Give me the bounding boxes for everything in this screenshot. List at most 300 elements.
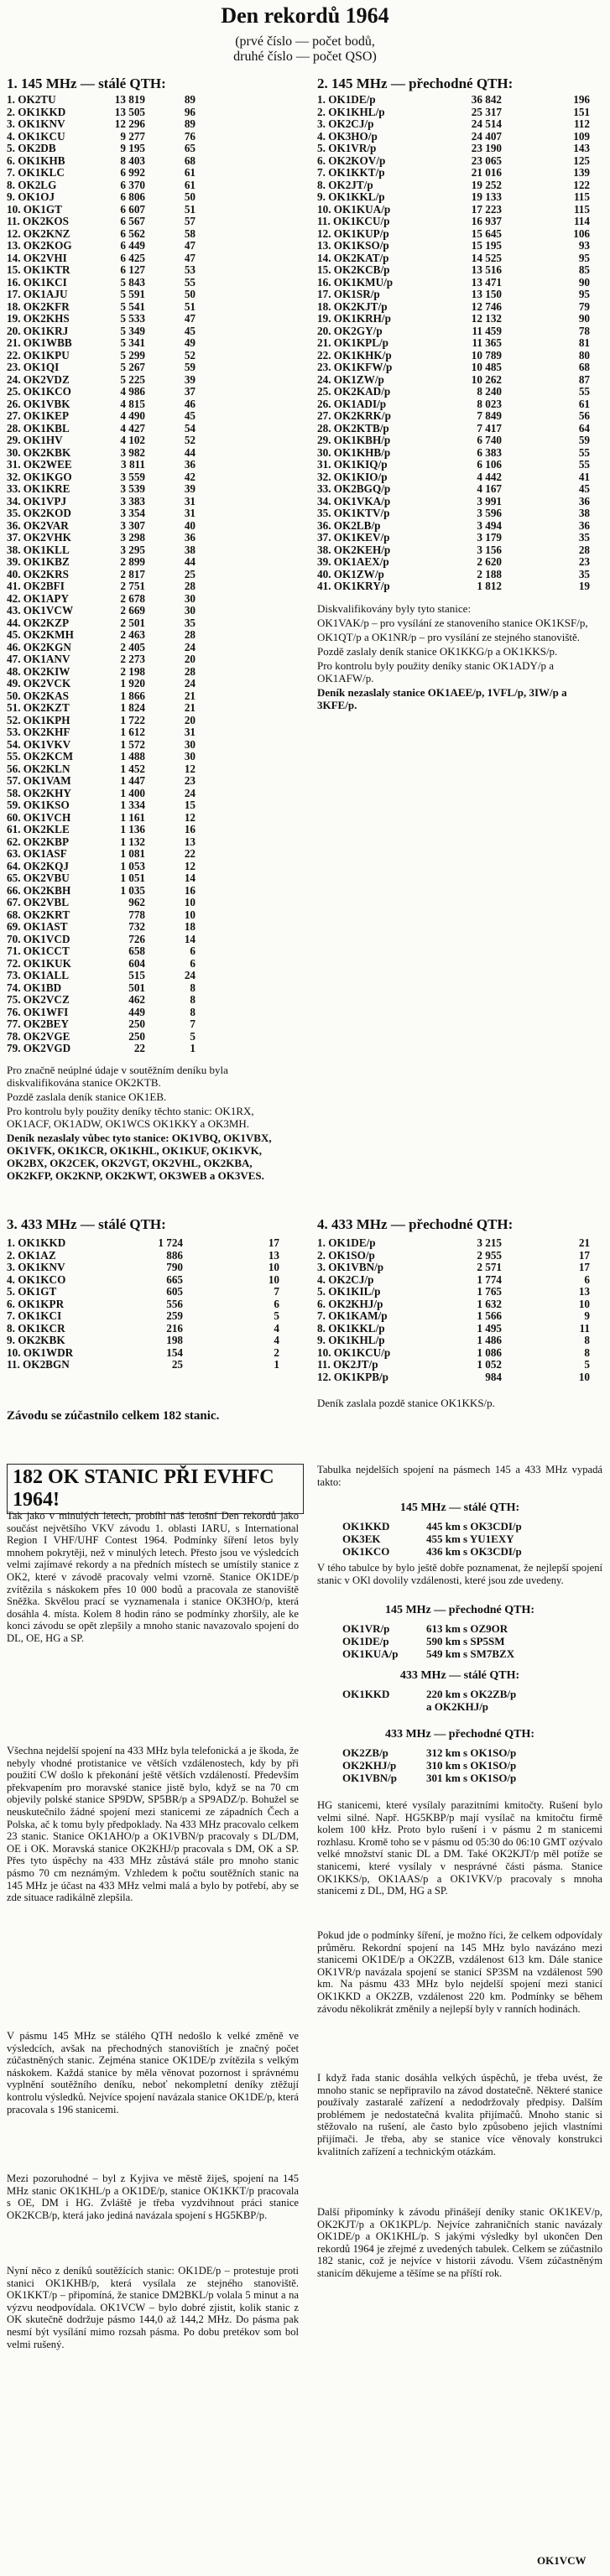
station-call: 44. OK2KZP (7, 616, 69, 629)
points: 22 (133, 1042, 145, 1054)
note-line: Pro kontrolu byly použity deníky těchto stanic: OK1RX, OK1ACF, OK1ADW, OK1WCS OK1KKY a OK3MH. (7, 1105, 254, 1130)
station-call: 36. OK2VAR (7, 518, 69, 532)
station-call: 2. OK1KHL/p (317, 105, 385, 118)
points: 2 571 (477, 1261, 502, 1273)
station-call: 34. OK1VPJ (7, 494, 67, 507)
station-call: 77. OK2BEY (7, 1017, 70, 1030)
points: 11 459 (472, 324, 502, 337)
table-row (7, 421, 196, 435)
qso-count: 18 (184, 920, 196, 933)
distances-table-4 (317, 1746, 602, 1784)
station-call: 4. OK1KCU (7, 129, 65, 143)
points: 7 417 (477, 421, 502, 435)
station-call: 54. OK1VKV (7, 737, 71, 751)
station-call: 58. OK2KHY (7, 786, 71, 799)
points: 6 370 (120, 178, 145, 191)
qso-count: 20 (184, 713, 196, 726)
points: 1 051 (120, 872, 145, 884)
points: 198 (166, 1334, 183, 1346)
station-call: 59. OK1KSO (7, 799, 70, 811)
table-row (317, 240, 602, 252)
station-call: 16. OK1KMU/p (317, 275, 394, 289)
points: 984 (485, 1370, 502, 1383)
table-row (7, 518, 196, 533)
distance-station: OK2ZB/p (342, 1746, 388, 1759)
points: 4 815 (120, 397, 145, 410)
points: 3 179 (477, 531, 502, 544)
station-call: 45. OK2KMH (7, 628, 74, 641)
points: 12 132 (471, 312, 502, 325)
qso-count: 58 (184, 226, 196, 240)
table-row (7, 275, 196, 289)
table-row (317, 264, 602, 277)
station-call: 43. OK1VCW (7, 604, 74, 617)
note-line: Pro značně neúplné údaje v soutěžním deníku byla diskvalifikována stanice OK2KTB. (7, 1064, 228, 1089)
qso-count: 196 (573, 93, 590, 106)
qso-count: 5 (190, 1029, 196, 1043)
station-call: 53. OK2KHF (7, 726, 70, 738)
table-row (7, 664, 196, 679)
station-call: 8. OK2JT/p (317, 178, 373, 191)
qso-count: 28 (184, 664, 196, 678)
table-row (317, 191, 602, 204)
points: 2 463 (120, 628, 145, 641)
qso-count: 115 (573, 190, 590, 203)
station-call: 18. OK2KFR (7, 299, 70, 313)
qso-count: 12 (184, 810, 196, 824)
station-call: 20. OK2GY/p (317, 324, 383, 337)
station-call: 15. OK2KCB/p (317, 263, 390, 276)
distance-value: 590 km s SP5SM (426, 1635, 505, 1647)
station-call: 5. OK2DB (7, 142, 56, 154)
station-call: 76. OK1WFI (7, 1005, 69, 1018)
station-call: 1. OK1DE/p (317, 93, 376, 106)
qso-count: 51 (184, 202, 196, 216)
table-row (7, 786, 196, 800)
qso-count: 10 (578, 1370, 590, 1383)
points: 36 842 (471, 93, 502, 106)
station-call: 38. OK2KEH/p (317, 543, 391, 556)
table-row (7, 762, 196, 776)
points: 6 992 (120, 166, 145, 179)
qso-count: 7 (190, 1017, 196, 1030)
qso-count: 9 (584, 1309, 590, 1322)
qso-count: 24 (184, 786, 196, 799)
station-call: 26. OK1ADI/p (317, 397, 387, 410)
table-row (7, 202, 196, 216)
table-row (7, 288, 196, 301)
qso-count: 53 (184, 263, 196, 276)
points: 5 349 (120, 324, 145, 337)
points: 3 156 (477, 543, 502, 556)
qso-count: 125 (573, 154, 590, 167)
qso-count: 122 (573, 178, 590, 191)
station-call: 36. OK2LB/p (317, 518, 381, 532)
station-call: 65. OK2VBU (7, 872, 70, 884)
table-row (317, 155, 602, 168)
table-row (7, 1359, 292, 1371)
table-row (317, 496, 602, 508)
qso-count: 52 (184, 434, 196, 446)
station-call: 6. OK1KPR (7, 1297, 65, 1310)
qso-count: 50 (184, 288, 196, 300)
table-row (7, 1042, 196, 1055)
station-call: 18. OK2KJT/p (317, 299, 388, 313)
points: 962 (128, 896, 145, 908)
points: 3 295 (120, 543, 145, 556)
qso-count: 45 (184, 409, 196, 422)
points: 3 307 (120, 518, 145, 532)
points: 501 (128, 981, 145, 994)
station-call: 52. OK1KPH (7, 713, 70, 726)
points: 726 (128, 932, 145, 945)
note-line: Pro kontrolu byly použity deníky stanic OK1ADY/p a OK1AFW/p. (317, 659, 554, 684)
distances-h3: 433 MHz — stálé QTH: (399, 1669, 520, 1682)
points: 24 407 (471, 129, 502, 143)
station-call: 17. OK1AJU (7, 288, 68, 300)
points: 19 133 (471, 190, 502, 203)
points: 1 486 (477, 1334, 502, 1346)
article-body-4: Nyní něco z deníků soutěžících stanic: OK1DE/p – protestuje proti stanici OK1KHB/p, která vysílala ze stejného stanoviště. OK1KKT/p – připomíná, že stanice DM2BKL/p volala 5 minut a na výzvu neodpovídala. OK1VCW – bylo dobré zjistit, kolik stanic z OK skutečně dodržuje pásmo 144,0 až 144,2 MHz. Do pásma pak nesmí být vysílání mimo rozsah pásma. Po dobu pretékov som bol velmi rušený. (7, 2265, 299, 2350)
table-row (7, 531, 196, 544)
distance-row (317, 1746, 602, 1759)
participants-note: Závodu se zúčastnilo celkem 182 stanic. (7, 1409, 220, 1423)
distances-table-2 (317, 1622, 602, 1660)
points: 23 190 (471, 142, 502, 154)
points: 4 427 (120, 421, 145, 435)
table-row (317, 1250, 602, 1262)
distance-value: 301 km s OK1SO/p (426, 1772, 517, 1784)
points: 1 765 (477, 1285, 502, 1298)
qso-count: 38 (578, 507, 590, 519)
table-row (317, 1274, 602, 1287)
table-row (317, 313, 602, 325)
table-row (7, 507, 196, 520)
table-row (7, 1298, 292, 1311)
station-call: 8. OK2LG (7, 178, 57, 191)
qso-count: 6 (190, 945, 196, 957)
article-right-3: I když řada stanic dosáhla velkých úspěchů, je třeba uvést, že mnoho stanic se nepřipravilo na závod dostatečně. Některé stanice používaly zastaralé zařízení a nedodržovaly předpisy. Dalším problémem je nedostatečná kvalita přijímačů. Mnoho stanic si stěžovalo na rušení, ale často bylo způsobeno jejich vlastními přijímači. Je třeba, aby se stanice více věnovaly konstrukci kvalitních zařízení a technickým otázkám. (317, 2072, 602, 2157)
points: 1 495 (477, 1321, 502, 1335)
note-line: Deník nezaslaly stanice OK1AEE/p, 1VFL/p, 3IW/p a 3KFE/p. (317, 686, 567, 711)
points: 8 240 (477, 385, 502, 398)
qso-count: 79 (578, 299, 590, 313)
table-row (7, 580, 196, 593)
station-call: 12. OK2KNZ (7, 226, 70, 240)
table-row (7, 835, 196, 849)
station-call: 10. OK1KCU/p (317, 1345, 391, 1359)
table-row (7, 604, 196, 617)
qso-count: 12 (184, 762, 196, 775)
station-call: 20. OK1KRJ (7, 324, 69, 337)
table-row (7, 1017, 196, 1031)
qso-count: 17 (268, 1236, 279, 1249)
points: 2 188 (477, 567, 502, 580)
station-call: 11. OK1KCU/p (317, 215, 390, 227)
station-call: 4. OK3HO/p (317, 129, 378, 143)
table-row (7, 361, 196, 374)
station-call: 17. OK1SR/p (317, 288, 380, 300)
table-row (7, 823, 196, 836)
points: 5 341 (120, 336, 145, 349)
points: 24 514 (471, 117, 502, 130)
table-row (7, 470, 196, 484)
station-call: 33. OK2BGQ/p (317, 482, 391, 495)
points: 556 (166, 1297, 183, 1310)
station-call: 7. OK1KLC (7, 166, 65, 179)
station-call: 1. OK1DE/p (317, 1236, 376, 1249)
table-row (7, 774, 196, 788)
station-call: 11. OK2BGN (7, 1358, 70, 1371)
qso-count: 10 (268, 1261, 279, 1273)
table-row (317, 483, 602, 496)
distance-row (317, 1688, 602, 1700)
station-call: 23. OK1KFW/p (317, 361, 393, 373)
points: 11 365 (472, 336, 502, 349)
qso-count: 95 (578, 288, 590, 300)
table-row (317, 337, 602, 350)
table-row (317, 423, 602, 435)
distance-station: OK1DE/p (342, 1635, 389, 1647)
points: 2 955 (477, 1248, 502, 1262)
station-call: 75. OK2VCZ (7, 993, 70, 1006)
points: 1 447 (120, 774, 145, 787)
qso-count: 90 (578, 312, 590, 325)
qso-count: 114 (573, 215, 590, 227)
table-row (317, 167, 602, 180)
points: 3 383 (120, 494, 145, 507)
table-row (317, 447, 602, 460)
table-row (7, 1274, 292, 1287)
notes-145-stale (7, 1064, 296, 1184)
points: 13 471 (471, 275, 502, 289)
station-call: 5. OK1VR/p (317, 142, 377, 154)
qso-count: 55 (578, 458, 590, 471)
table-row (7, 908, 196, 922)
qso-count: 44 (184, 555, 196, 568)
station-call: 24. OK1ZW/p (317, 372, 384, 386)
table-145-prech (317, 94, 602, 593)
station-call: 40. OK2KRS (7, 567, 70, 580)
note-line: Diskvalifikovány byly tyto stanice: (317, 602, 472, 615)
late-diary-note: Deník zaslala pozdě stanice OK1KKS/p. (317, 1397, 495, 1409)
station-call: 28. OK1KBL (7, 421, 70, 435)
table-row (317, 131, 602, 143)
station-call: 2. OK1SO/p (317, 1248, 375, 1262)
distances-h1: 145 MHz — stálé QTH: (399, 1501, 520, 1514)
table-row (317, 94, 602, 107)
table-row (7, 1005, 196, 1019)
station-call: 3. OK1KNV (7, 1261, 65, 1273)
qso-count: 4 (274, 1321, 279, 1335)
distance-station: OK1KCO (342, 1545, 390, 1558)
points: 3 354 (120, 507, 145, 519)
table-row (7, 166, 196, 180)
points: 6 425 (120, 251, 145, 264)
points: 886 (166, 1248, 183, 1262)
points: 1 132 (120, 835, 145, 848)
note-line: OK1QT/p a OK1NR/p – pro vysílání ze stejného stanoviště. (317, 631, 581, 643)
table-row (7, 1237, 292, 1250)
station-call: 19. OK1KRH/p (317, 312, 391, 325)
distance-row (317, 1622, 602, 1635)
points: 1 566 (477, 1309, 502, 1322)
table-row (7, 445, 196, 460)
qso-count: 5 (274, 1309, 279, 1322)
points: 1 920 (120, 677, 145, 690)
station-call: 9. OK1KHL/p (317, 1334, 385, 1346)
points: 1 086 (477, 1345, 502, 1359)
page-title: Den rekordů 1964 (221, 3, 389, 28)
points: 4 490 (120, 409, 145, 422)
points: 6 740 (477, 434, 502, 446)
station-call: 10. OK1WDR (7, 1345, 74, 1359)
points: 1 052 (477, 1358, 502, 1371)
qso-count: 1 (274, 1358, 279, 1371)
station-call: 48. OK2KIW (7, 664, 70, 678)
points: 2 273 (120, 653, 145, 665)
station-call: 13. OK1KSO/p (317, 239, 389, 252)
qso-count: 76 (184, 129, 196, 143)
points: 6 127 (120, 263, 145, 276)
table-row (7, 859, 196, 873)
station-call: 6. OK2KHJ/p (317, 1297, 383, 1310)
table-row (7, 555, 196, 569)
table-row (317, 216, 602, 228)
table-row (7, 129, 196, 143)
table-row (317, 1310, 602, 1323)
points: 2 899 (120, 555, 145, 568)
qso-count: 16 (184, 883, 196, 897)
qso-count: 30 (184, 604, 196, 617)
qso-count: 95 (578, 251, 590, 264)
table-row (7, 591, 196, 606)
points: 2 620 (477, 555, 502, 568)
qso-count: 30 (184, 750, 196, 762)
table-row (317, 520, 602, 533)
table-row (7, 385, 196, 398)
qso-count: 68 (578, 361, 590, 373)
points: 1 724 (158, 1236, 183, 1249)
station-call: 26. OK1VBK (7, 397, 70, 410)
table-row (7, 689, 196, 703)
table-row (7, 543, 196, 557)
qso-count: 36 (578, 494, 590, 507)
points: 5 267 (120, 361, 145, 373)
table-row (7, 434, 196, 447)
distance-value: 310 km s OK1SO/p (426, 1759, 517, 1772)
station-call: 67. OK2VBL (7, 896, 70, 908)
table-row (317, 1335, 602, 1347)
article-right-2: Pokud jde o podmínky šíření, je možno říci, že celkem odpovídaly průměru. Rekordní spojení na 145 MHz bylo navázáno mezi stanicemi OK1DE/p a OK2ZB, vzdálenost 613 km. Dále stanice OK1VR/p navázala spojení se stanicí SP3SM na vzdálenost 590 km. Na pásmu 433 MHz bylo nejdelší spojení mezi stanicí OK1KKD a OK2ZB, vzdálenost 220 km. Podmínky se během závodu několikrát změnily a nejlepší byly v ranních hodinách. (317, 1929, 602, 2015)
table-145-stale (7, 93, 196, 1055)
qso-count: 44 (184, 445, 196, 459)
distance-value: 445 km s OK3CDI/p (426, 1520, 522, 1533)
points: 10 485 (471, 361, 502, 373)
table-row (7, 482, 196, 496)
distance-station: OK1KKD (342, 1688, 390, 1700)
table-row (7, 677, 196, 690)
points: 1 812 (477, 580, 502, 592)
points: 449 (128, 1005, 145, 1018)
station-call: 35. OK1KTV/p (317, 507, 390, 519)
qso-count: 64 (578, 421, 590, 435)
station-call: 12. OK1KPB/p (317, 1370, 388, 1383)
points: 25 (171, 1358, 183, 1371)
qso-count: 112 (573, 117, 590, 130)
station-call: 12. OK1KUP/p (317, 226, 389, 240)
points: 515 (128, 969, 145, 981)
points: 4 102 (120, 434, 145, 446)
points: 5 533 (120, 312, 145, 325)
distance-station: OK1KKD (342, 1520, 390, 1533)
qso-count: 81 (578, 336, 590, 349)
section-145-prech-title: 2. 145 MHz — přechodné QTH: (317, 75, 514, 91)
station-call: 22. OK1KPU (7, 348, 70, 362)
table-row (7, 1310, 292, 1323)
qso-count: 46 (184, 397, 196, 410)
table-row (7, 883, 196, 898)
distances-intro: Tabulka nejdelších spojení na pásmech 145 a 433 MHz vypadá takto: (317, 1464, 602, 1488)
qso-count: 5 (584, 1358, 590, 1371)
station-call: 6. OK1KHB (7, 154, 65, 167)
station-call: 9. OK1OJ (7, 190, 55, 203)
distance-value: 312 km s OK1SO/p (426, 1746, 517, 1759)
qso-count: 31 (184, 507, 196, 519)
table-row (317, 386, 602, 398)
station-call: 50. OK2KAS (7, 689, 70, 702)
table-row (7, 640, 196, 654)
points: 5 591 (120, 288, 145, 300)
points: 1 774 (477, 1272, 502, 1286)
station-call: 39. OK1KBZ (7, 555, 70, 568)
table-row (317, 507, 602, 520)
qso-count: 50 (184, 190, 196, 203)
station-call: 47. OK1ANV (7, 653, 70, 665)
distances-table-1 (317, 1520, 602, 1558)
table-row (317, 252, 602, 265)
points: 7 849 (477, 409, 502, 422)
station-call: 41. OK1KRY/p (317, 580, 390, 592)
notes-145-prech (317, 602, 602, 713)
station-call: 1. OK2TU (7, 93, 56, 106)
station-call: 51. OK2KZT (7, 701, 70, 714)
station-call: 8. OK1KCR (7, 1321, 65, 1335)
points: 2 669 (120, 604, 145, 617)
distance-value: 455 km s YU1EXY (426, 1533, 514, 1545)
qso-count: 35 (184, 616, 196, 629)
distance-row (317, 1635, 602, 1647)
station-call: 13. OK2KOG (7, 239, 72, 252)
points: 604 (128, 956, 145, 970)
distances-table-3 (317, 1688, 602, 1713)
table-row (7, 226, 196, 241)
table-row (7, 993, 196, 1007)
station-call: 4. OK1KCO (7, 1272, 66, 1286)
station-call: 9. OK2KBK (7, 1334, 65, 1346)
points: 5 299 (120, 348, 145, 362)
table-row (7, 154, 196, 168)
qso-count: 20 (184, 653, 196, 665)
table-433-stale (7, 1237, 292, 1371)
distance-row (317, 1700, 602, 1713)
points: 259 (166, 1309, 183, 1322)
points: 2 501 (120, 616, 145, 629)
station-call: 25. OK2KAD/p (317, 385, 391, 398)
table-row (317, 289, 602, 301)
table-row (317, 398, 602, 411)
table-row (7, 1347, 292, 1360)
